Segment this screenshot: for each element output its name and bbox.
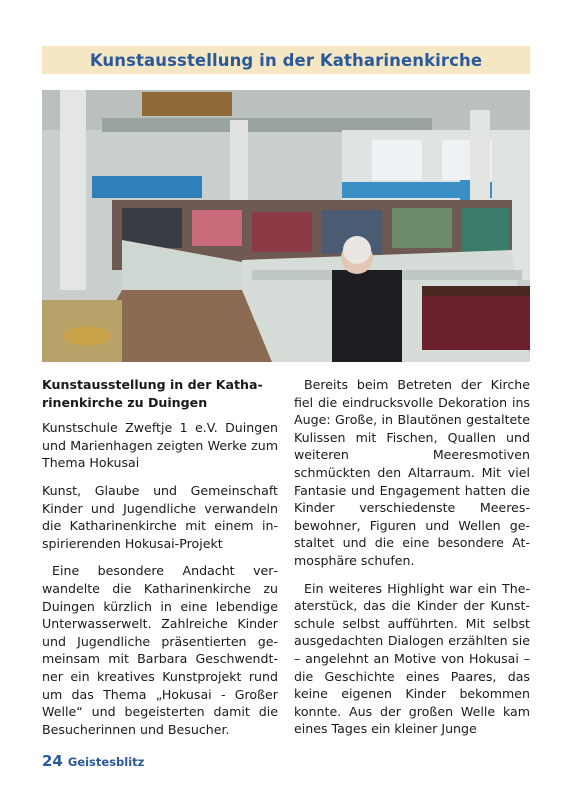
title-banner — [42, 46, 530, 74]
left-column — [42, 376, 278, 748]
body-paragraph-2: Bereits beim Betreten der Kirche fiel die eindrucksvolle Dekoration ins Auge: Große, in Blautönen gestaltete Kulissen mit Fischen, Quallen und weiteren Meeresmotiven schmückten den Altarraum. Mit viel Fantasie und Engagement hatten die Kinder verschiedenste Meeresbewohner, Figuren und Wellen gestaltet und die eine besondere Atmosphäre schufen. — [294, 377, 530, 568]
right-column — [294, 376, 530, 748]
body-paragraph-1: Eine besondere Andacht verwandelte die Katharinenkirche zu Duingen kürzlich in eine lebendige Unterwasserwelt. Zahlreiche Kinder und Jugendliche präsentierten gemeinsam mit Barbara Geschwendtner ein kreatives Kunstprojekt rund um das Thema „Hokusai - Großer Welle“ und begeisterten damit die Besucherinnen und Besucher. — [42, 563, 278, 737]
page-number: 24 — [42, 752, 63, 770]
body-paragraph-3: Ein weiteres Highlight war ein Theaterstück, das die Kinder der Kunstschule selbst aufführten. Mit selbst ausgedachten Dialogen erzählten sie – angelehnt an Motive von Hokusai – die Geschichte eines Paares, das keine eigenen Kinder bekommen konnte. Aus der großen Welle kam eines Tages ein kleiner Junge — [294, 580, 530, 737]
magazine-name: Geistesblitz — [67, 755, 145, 769]
subintro-paragraph: Kunst, Glaube und Gemeinschaft Kinder und Jugendliche verwandeln die Katharinenkirche mit einem inspirierenden Hokusai-Projekt — [42, 482, 278, 551]
page-footer — [42, 752, 144, 770]
page-title: Kunstausstellung in der Katharinenkirche — [89, 50, 483, 70]
church-photo — [42, 90, 530, 362]
article-heading: Kunstausstellung in der Katha- rinenkirche zu Duingen — [42, 377, 263, 410]
intro-paragraph: Kunstschule Zweftje 1 e.V. Duingen und Marienhagen zeigten Werke zum Thema Hokusai — [42, 420, 278, 471]
